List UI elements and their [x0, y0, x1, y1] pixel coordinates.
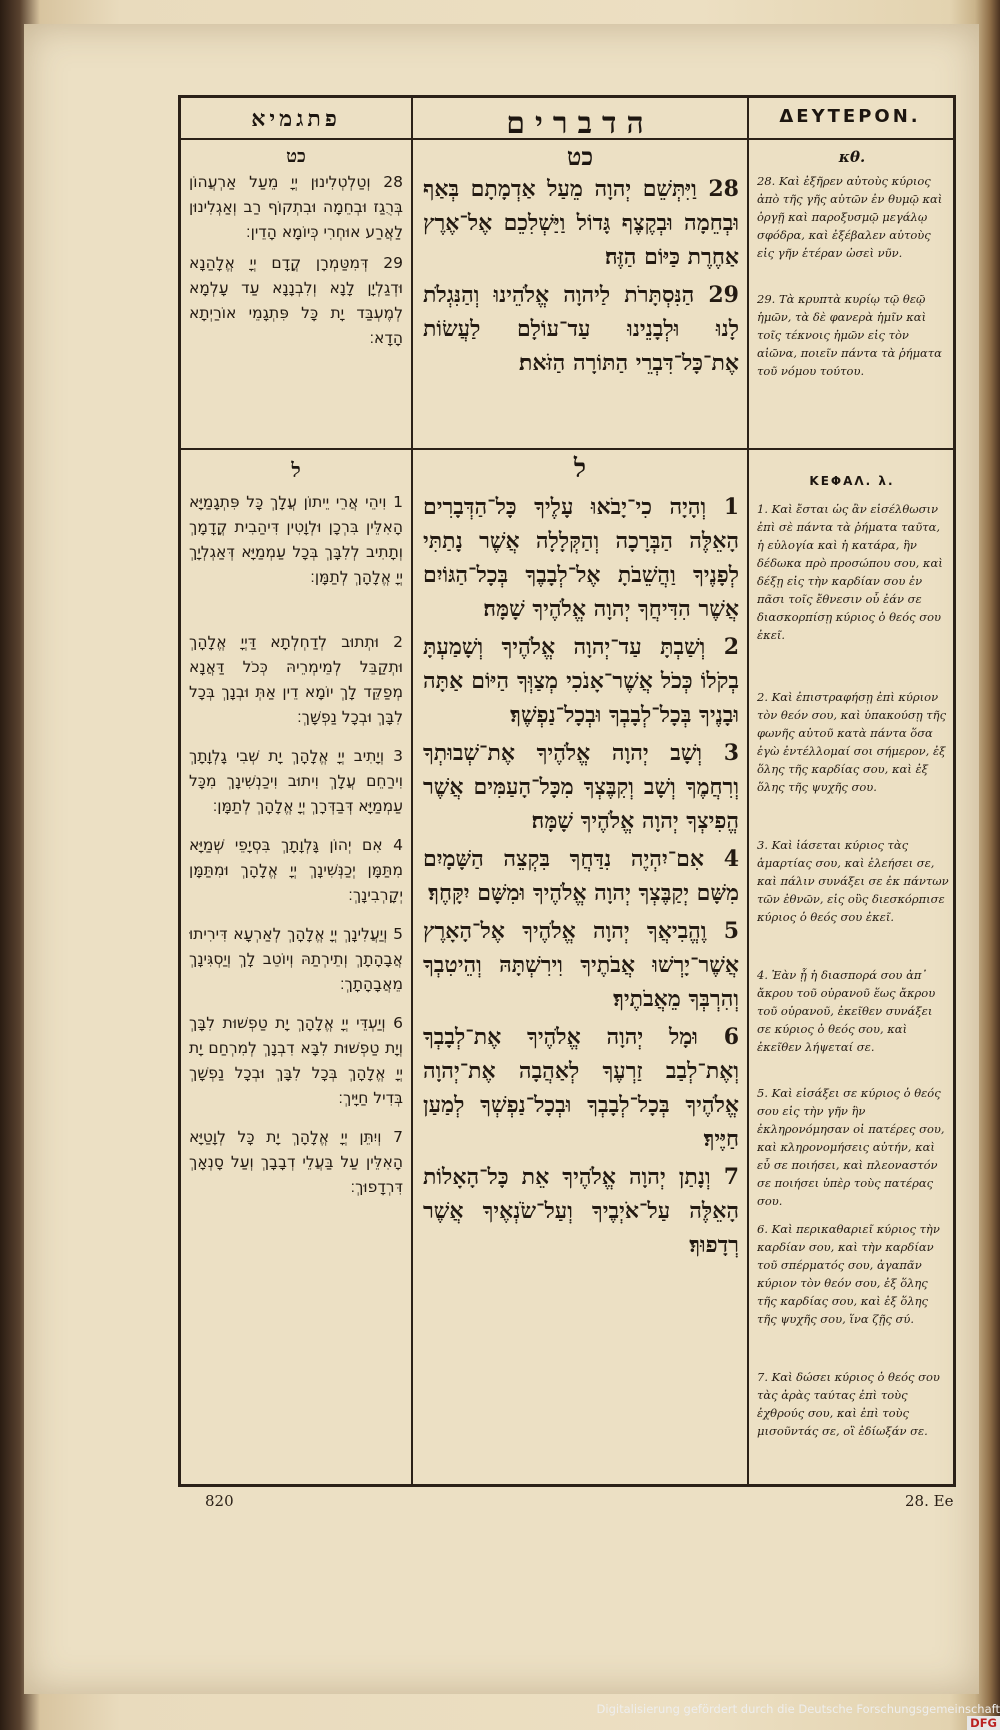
hebrew-chapter-29: כט — [566, 142, 594, 171]
aramaic-chapter-30-text — [189, 490, 403, 1480]
hebrew-verse-28: 28 וַיִּתְּשֵׁם יְהוָה מֵעַל אַדְמָתָם בְּאַף וּבְחֵמָה וּבְקֶצֶף גָּדוֹל וַיַּשְׁלִכֵם אֶל־אֶרֶץ אַחֶרֶת כַּיּוֹם הַזֶּה׃ — [423, 176, 739, 270]
hebrew-chapter-30-text — [423, 490, 739, 1480]
aramaic-chapter-30: ל — [291, 458, 301, 482]
aramaic-verse-3: 3 וְיָתִיב יְיָ אֱלָהָךְ יָת שְׁבִי גָלְוָתָךְ וִירַחֵם עֲלָךְ וִיתוּב וִיכַנְשִׁינָךְ מִכָּל עַמְמַיָּא דְּבַדְּרָךְ יְיָ אֱלָהָךְ לְתַמָּן׃ — [189, 747, 403, 815]
chapter-rule-greek — [749, 448, 955, 450]
greek-chapter-30: ΚΕΦΑΛ. λ. — [809, 474, 895, 488]
hebrew-verse-4: 4 אִם־יִהְיֶה נִדַּחֲךָ בִּקְצֵה הַשָּׁמָיִם מִשָּׁם יְקַבֶּצְךָ יְהוָה אֱלֹהֶיךָ וּמִשָּׁם יִקָּחֶךָ׃ — [423, 846, 739, 906]
aramaic-verse-2: 2 וּתְתוּב לְדַחְלְתָא דַּיְיָ אֱלָהָךְ וּתְקַבֵּל לְמֵימְרֵיהּ כְּכֹל דַּאֲנָא מְפַקֵּד לָךְ יוֹמָא דֵין אַתְּ וּבְנָךְ בְּכָל לִבָּךְ וּבְכָל נַפְשָׁךְ׃ — [189, 633, 403, 726]
greek-verse-6: 6. Καὶ περικαθαριεῖ κύριος τὴν καρδίαν σου, καὶ τὴν καρδίαν τοῦ σπέρματός σου, ἀγαπᾶν κύριον τὸν θεόν σου, ἐξ ὅλης τῆς καρδίας σου, καὶ ἐξ ὅλης τῆς ψυχῆς σου, ἵνα ζῇς σύ. — [757, 1222, 940, 1326]
catchword-signature: 28. Ee — [905, 1492, 954, 1510]
hebrew-verse-7: 7 וְנָתַן יְהוָה אֱלֹהֶיךָ אֵת כָּל־הָאָלוֹת הָאֵלֶּה עַל־אֹיְבֶיךָ וְעַל־שֹׂנְאֶיךָ אֲשֶׁר רְדָפוּךָ׃ — [423, 1164, 739, 1258]
hebrew-chapter-29-text — [423, 172, 739, 442]
greek-chapter-29: κθ. — [838, 148, 866, 166]
greek-verse-29: 29. Τὰ κρυπτὰ κυρίῳ τῷ θεῷ ἡμῶν, τὰ δὲ φανερὰ ἡμῖν καὶ τοῖς τέκνοις ἡμῶν εἰς τὸν αἰῶνα, ποιεῖν πάντα τὰ ῥήματα τοῦ νόμου τούτου. — [757, 292, 942, 378]
greek-verse-28: 28. Καὶ ἐξῆρεν αὐτοὺς κύριος ἀπὸ τῆς γῆς αὐτῶν ἐν θυμῷ καὶ ὀργῇ καὶ παροξυσμῷ μεγάλῳ σφόδρα, καὶ ἐξέβαλεν αὐτοὺς εἰς γῆν ἑτέραν ὡσεὶ νῦν. — [757, 174, 943, 260]
greek-verse-3: 3. Καὶ ἰάσεται κύριος τὰς ἁμαρτίας σου, καὶ ἐλεήσει σε, καὶ πάλιν συνάξει σε ἐκ πάντων τῶν ἐθνῶν, εἰς οὓς διεσκόρπισε κύριος ὁ θεός σου ἐκεῖ. — [757, 838, 949, 924]
hebrew-verse-6: 6 וּמָל יְהוָה אֱלֹהֶיךָ אֶת־לְבָבְךָ וְאֶת־לְבַב זַרְעֶךָ לְאַהֲבָה אֶת־יְהוָה אֱלֹהֶיךָ בְּכָל־לְבָבְךָ וּבְכָל־נַפְשְׁךָ לְמַעַן חַיֶּיךָ׃ — [423, 1024, 739, 1152]
aramaic-verse-1: 1 וִיהֵי אֲרֵי יֵיתוֹן עֲלָךְ כָּל פִּתְגָמַיָּא הָאִלֵּין בִּרְכָן וּלְוָטִין דִּיהַבִית קֳדָמָךְ וְתָתִיב לְלִבָּךְ בְּכָל עַמְמַיָּא דְּאַגְלְיָךְ יְיָ אֱלָהָךְ לְתַמָּן׃ — [189, 493, 403, 586]
column-divider-right — [747, 98, 749, 1484]
hebrew-verse-29: 29 הַנִּסְתָּרֹת לַיהוָה אֱלֹהֵינוּ וְהַנִּגְלֹת לָנוּ וּלְבָנֵינוּ עַד־עוֹלָם לַעֲשׂוֹת אֶת־כָּל־דִּבְרֵי הַתּוֹרָה הַזֹּאת׃ — [423, 282, 739, 376]
aramaic-column-header: פתגמיא — [251, 106, 341, 132]
hebrew-verse-5: 5 וֶהֱבִיאֲךָ יְהוָה אֱלֹהֶיךָ אֶל־הָאָרֶץ אֲשֶׁר־יָרְשׁוּ אֲבֹתֶיךָ וִירִשְׁתָּהּ וְהֵיטִבְךָ וְהִרְבְּךָ מֵאֲבֹתֶיךָ׃ — [423, 918, 739, 1012]
aramaic-verse-6: 6 וְיַעְדֵּי יְיָ אֱלָהָךְ יָת טַפְשׁוּת לִבָּךְ וְיָת טַפְשׁוּת לִבָּא דִבְנָךְ לְמִרְחַם יָת יְיָ אֱלָהָךְ בְּכָל לִבָּךְ וּבְכָל נַפְשָׁךְ בְּדִיל חַיָּיךְ׃ — [189, 1014, 403, 1107]
hebrew-chapter-30: ל — [573, 454, 587, 484]
greek-verse-7: 7. Καὶ δώσει κύριος ὁ θεός σου τὰς ἀρὰς ταύτας ἐπὶ τοὺς ἐχθρούς σου, καὶ ἐπὶ τοὺς μισοῦντάς σε, οἳ ἐδίωξάν σε. — [757, 1370, 940, 1438]
greek-chapter-30-text — [757, 500, 949, 1480]
aramaic-verse-28: 28 וְטַלְטְלִינוּן יְיָ מֵעַל אַרְעֲהוֹן בְּרֻגַז וּבְחֵמָה וּבִתְקוֹף רַב וְאַגְלִינוּן לַאֲרַע אוּחְרִי כְּיוֹמָא הָדֵין׃ — [189, 173, 403, 241]
aramaic-verse-29: 29 דְּמִטַּמְרָן קֳדָם יְיָ אֱלָהַנָא וּדְגַלְיָן לָנָא וְלִבְנָנָא עַד עָלְמָא לְמֶעְבַּד יָת כָּל פִּתְגָמֵי אוֹרַיְתָא הָדָא׃ — [189, 254, 403, 347]
text-frame — [178, 95, 956, 1487]
page-number: 820 — [205, 1492, 234, 1510]
hebrew-verse-2: 2 וְשַׁבְתָּ עַד־יְהוָה אֱלֹהֶיךָ וְשָׁמַעְתָּ בְקֹלוֹ כְּכֹל אֲשֶׁר־אָנֹכִי מְצַוְּךָ הַיּוֹם אַתָּה וּבָנֶיךָ בְּכָל־לְבָבְךָ וּבְכָל־נַפְשֶׁךָ׃ — [423, 634, 739, 728]
column-divider-left — [411, 98, 413, 1484]
greek-chapter-29-text — [757, 172, 949, 442]
hebrew-column-header: הדברים — [506, 106, 654, 141]
greek-verse-1: 1. Καὶ ἔσται ὡς ἂν εἰσέλθωσιν ἐπὶ σὲ πάντα τὰ ῥήματα ταῦτα, ἡ εὐλογία καὶ ἡ κατάρα, ἣν δέδωκα πρὸ προσώπου σου, καὶ δέξῃ εἰς τὴν καρδίαν σου ἐν πᾶσι τοῖς ἔθνεσιν οὗ ἐάν σε διασκορπίσῃ κύριος ὁ θεός σου ἐκεῖ. — [757, 502, 943, 642]
dfg-logo: DFG — [967, 1716, 1000, 1730]
greek-column-header: ΔΕΥΤΕΡΟΝ. — [779, 106, 921, 127]
greek-verse-5: 5. Καὶ εἰσάξει σε κύριος ὁ θεός σου εἰς τὴν γῆν ἣν ἐκληρονόμησαν οἱ πατέρες σου, καὶ κληρονομήσεις αὐτήν, καὶ εὖ σε ποιήσει, καὶ πλεοναστόν σε ποιήσει ὑπὲρ τοὺς πατέρας σου. — [757, 1086, 945, 1208]
aramaic-verse-7: 7 וְיִתֵּן יְיָ אֱלָהָךְ יָת כָּל לְוָטַיָּא הָאִלֵּין עַל בַּעֲלֵי דְבָבָךְ וְעַל סָנְאָךְ דִּרְדָפוּךְ׃ — [189, 1128, 403, 1196]
hebrew-verse-3: 3 וְשָׁב יְהוָה אֱלֹהֶיךָ אֶת־שְׁבוּתְךָ וְרִחֲמֶךָ וְשָׁב וְקִבֶּצְךָ מִכָּל־הָעַמִּים אֲשֶׁר הֱפִיצְךָ יְהוָה אֱלֹהֶיךָ שָׁמָּה׃ — [423, 740, 739, 834]
digitization-credit — [560, 1702, 1000, 1730]
aramaic-verse-4: 4 אִם יְהוֹן גָּלְוָתָךְ בִּסְיָפֵי שְׁמַיָּא מִתַּמָּן יְכַנְּשִׁינָךְ יְיָ אֱלָהָךְ וּמִתַּמָּן יְקָרְבִינָךְ׃ — [189, 836, 403, 904]
aramaic-verse-5: 5 וְיַעֲלִינָךְ יְיָ אֱלָהָךְ לְאַרְעָא דִּירִיתוּ אֲבָהָתָךְ וְתֵירְתַהּ וְיוֹטֵב לָךְ וְיַסְגִּינָךְ מֵאֲבָהָתָךְ׃ — [189, 925, 403, 993]
chapter-rule-aramaic — [181, 448, 411, 450]
greek-verse-4: 4. Ἐὰν ᾖ ἡ διασπορά σου ἀπ᾽ ἄκρου τοῦ οὐρανοῦ ἕως ἄκρου τοῦ οὐρανοῦ, ἐκεῖθεν συνάξει σε κύριος ὁ θεός σου, καὶ ἐκεῖθεν λήψεταί σε. — [757, 968, 936, 1054]
hebrew-verse-1: 1 וְהָיָה כִי־יָבֹאוּ עָלֶיךָ כָּל־הַדְּבָרִים הָאֵלֶּה הַבְּרָכָה וְהַקְּלָלָה אֲשֶׁר נָתַתִּי לְפָנֶיךָ וַהֲשֵׁבֹתָ אֶל־לְבָבֶךָ בְּכָל־הַגּוֹיִם אֲשֶׁר הִדִּיחֲךָ יְהוָה אֱלֹהֶיךָ שָׁמָּה׃ — [423, 494, 739, 622]
digitization-credit-text: Digitalisierung gefördert durch die Deutsche Forschungsgemeinschaft — [596, 1702, 1000, 1716]
aramaic-chapter-29: כט — [286, 146, 306, 167]
aramaic-chapter-29-text — [189, 170, 403, 442]
greek-verse-2: 2. Καὶ ἐπιστραφήσῃ ἐπὶ κύριον τὸν θεόν σου, καὶ ὑπακούσῃ τῆς φωνῆς αὐτοῦ κατὰ πάντα ὅσα ἐγὼ ἐντέλλομαί σοι σήμερον, ἐξ ὅλης τῆς καρδίας σου, καὶ ἐξ ὅλης τῆς ψυχῆς σου. — [757, 690, 947, 794]
chapter-rule-hebrew — [413, 448, 747, 450]
